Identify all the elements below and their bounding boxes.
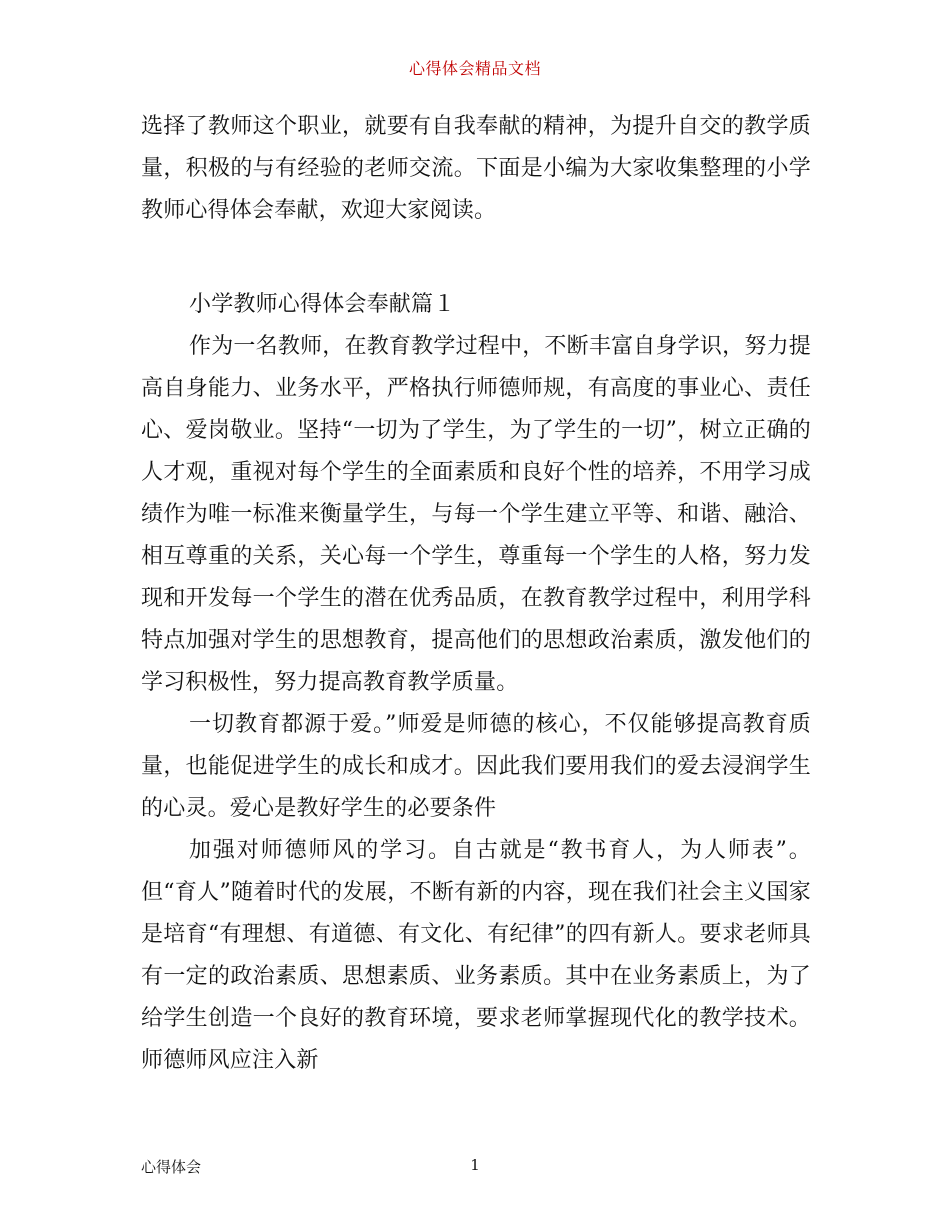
intro-paragraph: 选择了教师这个职业，就要有自我奉献的精神，为提升自交的教学质量，积极的与有经验的老师交流。下面是小编为大家收集整理的小学教师心得体会奉献，欢迎大家阅读。 [141, 114, 811, 223]
footer-label: 心得体会 [141, 1158, 202, 1176]
footer-page-number: 1 [470, 1156, 480, 1174]
document-body [141, 106, 811, 1082]
section-title: 小学教师心得体会奉献篇１ [189, 292, 456, 317]
body-paragraph-3: 加强对师德师风的学习。自古就是“教书育人，为人师表”。但“育人”随着时代的发展，不断有新的内容，现在我们社会主义国家是培育“有理想、有道德、有文化、有纪律”的四有新人。要求老师具有一定的政治素质、思想素质、业务素质。其中在业务素质上，为了给学生创造一个良好的教育环境，要求老师掌握现代化的教学技术。师德师风应注入新 [141, 838, 811, 1073]
page-header-title: 心得体会精品文档 [408, 59, 541, 78]
body-paragraph-2: 一切教育都源于爱。”师爱是师德的核心，不仅能够提高教育质量，也能促进学生的成长和成才。因此我们要用我们的爱去浸润学生的心灵。爱心是教好学生的必要条件 [141, 712, 811, 821]
body-paragraph-1: 作为一名教师，在教育教学过程中，不断丰富自身学识，努力提高自身能力、业务水平，严格执行师德师规，有高度的事业心、责任心、爱岗敬业。坚持“一切为了学生，为了学生的一切”，树立正确的人才观，重视对每个学生的全面素质和良好个性的培养，不用学习成绩作为唯一标准来衡量学生，与每一个学生建立平等、和谐、融洽、相互尊重的关系，关心每一个学生，尊重每一个学生的人格，努力发现和开发每一个学生的潜在优秀品质，在教育教学过程中，利用学科特点加强对学生的思想教育，提高他们的思想政治素质，激发他们的学习积极性，努力提高教育教学质量。 [141, 334, 811, 695]
